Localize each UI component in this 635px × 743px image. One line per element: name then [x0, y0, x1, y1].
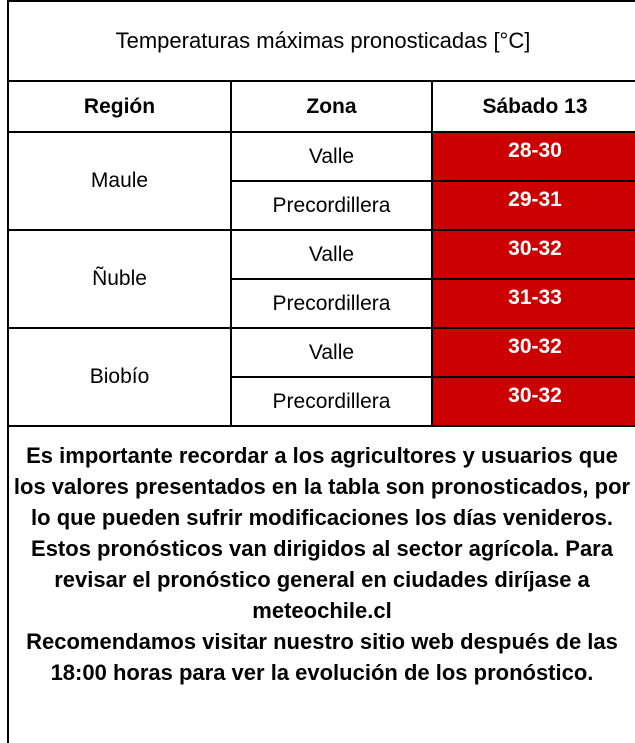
table-row: [8, 132, 635, 181]
zone-cell: Valle: [231, 230, 432, 279]
temperature-cell: 31-33: [432, 279, 635, 328]
temperature-cell: 30-32: [432, 230, 635, 279]
temperature-cell: 30-32: [432, 377, 635, 426]
header-row: [8, 81, 635, 132]
zone-cell: Precordillera: [231, 279, 432, 328]
table-title: Temperaturas máximas pronosticadas [°C]: [9, 2, 635, 82]
zone-cell: Valle: [231, 328, 432, 377]
temperature-table: [7, 80, 635, 427]
disclaimer-paragraph: Es importante recordar a los agricultores y usuarios que los valores presentados en la tabla son pronosticados, por lo que pueden sufrir modificaciones los días venideros. Estos pronósticos van dirigidos al sector agrícola. Para revisar el pronóstico general en ciudades diríjase a meteochile.cl: [13, 443, 631, 623]
forecast-card: [7, 0, 635, 743]
temperature-cell: 29-31: [432, 181, 635, 230]
zone-cell: Precordillera: [231, 377, 432, 426]
region-cell: Biobío: [8, 328, 231, 426]
table-row: [8, 328, 635, 377]
zone-cell: Precordillera: [231, 181, 432, 230]
recommendation-paragraph: Recomendamos visitar nuestro sitio web después de las 18:00 horas para ver la evolución de los pronóstico.: [26, 629, 618, 685]
zone-cell: Valle: [231, 132, 432, 181]
region-cell: Ñuble: [8, 230, 231, 328]
column-header-zone: Zona: [231, 81, 432, 132]
disclaimer-note: [9, 432, 635, 688]
region-cell: Maule: [8, 132, 231, 230]
column-header-day: Sábado 13: [432, 81, 635, 132]
table-row: [8, 230, 635, 279]
temperature-cell: 28-30: [432, 132, 635, 181]
temperature-cell: 30-32: [432, 328, 635, 377]
column-header-region: Región: [8, 81, 231, 132]
